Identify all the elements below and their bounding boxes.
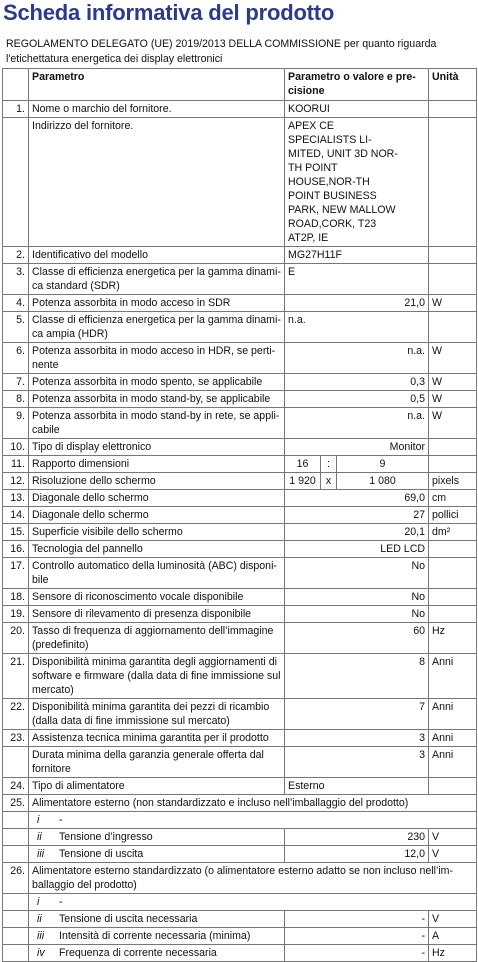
row-number: 24.	[3, 778, 29, 795]
row-param: Disponibilità minima garantita dei pezzi di ricambio (dalla data di fine immissione sul mercato)	[29, 699, 285, 730]
row-unit	[429, 541, 477, 558]
row-value: 8	[285, 654, 429, 699]
row-param: Controllo automatico della luminosità (ABC) disponi-bile	[29, 558, 285, 589]
row-param: Superficie visibile dello schermo	[29, 524, 285, 541]
sub-row	[3, 894, 477, 911]
sub-row-cell	[29, 829, 285, 846]
row-param: Tipo di display elettronico	[29, 439, 285, 456]
row-param: Classe di efficienza energetica per la gamma dinami-ca standard (SDR)	[29, 264, 285, 295]
row-number: 18.	[3, 589, 29, 606]
row-unit: cm	[429, 490, 477, 507]
sub-row-cell	[29, 911, 285, 928]
row-unit	[429, 312, 477, 343]
sub-param: Tensione di uscita	[59, 848, 144, 860]
table-row	[3, 374, 477, 391]
row-value: No	[285, 589, 429, 606]
sub-index: i	[37, 814, 40, 826]
row-number: 11.	[3, 456, 29, 473]
table-row	[3, 391, 477, 408]
row-unit: dm²	[429, 524, 477, 541]
table-row	[3, 312, 477, 343]
row-value: 69,0	[285, 490, 429, 507]
row-param: Disponibilità minima garantita degli aggiornamenti di software e firmware (dalla data di fine immissione sul mercato)	[29, 654, 285, 699]
table-row	[3, 747, 477, 778]
sub-row-cell	[29, 846, 285, 863]
row-param: Potenza assorbita in modo stand-by, se applicabile	[29, 391, 285, 408]
resolution-height: 1 080	[337, 473, 429, 490]
row-param: Tipo di alimentatore	[29, 778, 285, 795]
row-number: 23.	[3, 730, 29, 747]
sub-index: i	[37, 896, 40, 908]
row-param: Sensore di rilevamento di presenza disponibile	[29, 606, 285, 623]
table-row	[3, 490, 477, 507]
row-param-wide: Alimentatore esterno (non standardizzato e incluso nell’imballaggio del prodotto)	[29, 795, 477, 812]
row-value: 0,3	[285, 374, 429, 391]
row-value: 230	[285, 829, 429, 846]
row-param: Durata minima della garanzia generale offerta dal fornitore	[29, 747, 285, 778]
row-param: Identificativo del modello	[29, 247, 285, 264]
row-number: 2.	[3, 247, 29, 264]
table-row	[3, 456, 477, 473]
table-row	[3, 101, 477, 118]
row-param: Indirizzo del fornitore.	[29, 118, 285, 247]
row-value: 3	[285, 747, 429, 778]
row-param: Potenza assorbita in modo acceso in SDR	[29, 295, 285, 312]
regulation-intro: REGOLAMENTO DELEGATO (UE) 2019/2013 DELLA COMMISSIONE per quanto riguarda l'etichettatura energetica dei display elettronici	[6, 38, 437, 65]
row-param: Classe di efficienza energetica per la gamma dinami-ca ampia (HDR)	[29, 312, 285, 343]
row-param: Potenza assorbita in modo spento, se applicabile	[29, 374, 285, 391]
row-param: Risoluzione dello schermo	[29, 473, 285, 490]
table-row	[3, 795, 477, 812]
table-row	[3, 118, 477, 247]
row-unit: Anni	[429, 747, 477, 778]
row-unit: W	[429, 408, 477, 439]
table-row	[3, 699, 477, 730]
row-number: 12.	[3, 473, 29, 490]
table-row	[3, 541, 477, 558]
row-param: Nome o marchio del fornitore.	[29, 101, 285, 118]
row-param: Rapporto dimensioni	[29, 456, 285, 473]
sub-row	[3, 928, 477, 945]
table-row	[3, 439, 477, 456]
row-value: MG27H11F	[285, 247, 429, 264]
row-value: 21,0	[285, 295, 429, 312]
row-param-wide: Alimentatore esterno standardizzato (o alimentatore esterno adatto se non incluso nell’im-ballaggio del prodotto)	[29, 863, 477, 894]
sub-index: ii	[37, 831, 42, 843]
table-row	[3, 408, 477, 439]
row-value: No	[285, 558, 429, 589]
row-value: -	[285, 911, 429, 928]
row-value: 3	[285, 730, 429, 747]
row-number: 22.	[3, 699, 29, 730]
table-header-row	[3, 69, 477, 101]
sub-row	[3, 812, 477, 829]
sub-param: -	[59, 896, 63, 908]
row-number: 1.	[3, 101, 29, 118]
sub-index: iii	[37, 848, 45, 860]
row-number: 26.	[3, 863, 29, 894]
sub-index: iii	[37, 930, 45, 942]
row-value: APEX CE SPECIALISTS LI-MITED, UNIT 3D NOR-TH POINT HOUSE,NOR-TH POINT BUSINESS PARK, NEW MALLOW ROAD,CORK, T23 AT2P, IE	[285, 118, 429, 247]
sub-param: -	[59, 814, 63, 826]
table-row	[3, 524, 477, 541]
row-unit: W	[429, 343, 477, 374]
row-number	[3, 118, 29, 247]
row-param: Sensore di riconoscimento vocale disponibile	[29, 589, 285, 606]
sub-row-cell	[29, 812, 477, 829]
row-unit: Hz	[429, 945, 477, 962]
row-unit	[429, 606, 477, 623]
row-number: 13.	[3, 490, 29, 507]
row-number: 5.	[3, 312, 29, 343]
row-number: 10.	[3, 439, 29, 456]
row-value: -	[285, 928, 429, 945]
row-param: Assistenza tecnica minima garantita per il prodotto	[29, 730, 285, 747]
sub-row	[3, 911, 477, 928]
row-unit: V	[429, 829, 477, 846]
row-value: No	[285, 606, 429, 623]
sub-param: Frequenza di corrente necessaria	[59, 947, 217, 959]
page-title: Scheda informativa del prodotto	[3, 0, 335, 25]
row-unit	[429, 558, 477, 589]
table-row	[3, 606, 477, 623]
row-value: 20,1	[285, 524, 429, 541]
row-value: n.a.	[285, 312, 429, 343]
row-number: 8.	[3, 391, 29, 408]
row-param: Potenza assorbita in modo stand-by in rete, se appli-cabile	[29, 408, 285, 439]
table-row	[3, 343, 477, 374]
row-unit: Anni	[429, 699, 477, 730]
row-unit: Hz	[429, 623, 477, 654]
row-value: E	[285, 264, 429, 295]
sub-row-cell	[29, 894, 477, 911]
table-row	[3, 730, 477, 747]
row-unit	[429, 456, 477, 473]
row-number: 21.	[3, 654, 29, 699]
row-unit	[429, 264, 477, 295]
row-number: 15.	[3, 524, 29, 541]
row-value: 60	[285, 623, 429, 654]
row-number: 17.	[3, 558, 29, 589]
header-parametro: Parametro	[29, 69, 285, 101]
row-value: Monitor	[285, 439, 429, 456]
row-param: Tecnologia del pannello	[29, 541, 285, 558]
sub-param: Tensione d’ingresso	[59, 831, 153, 843]
row-value: -	[285, 945, 429, 962]
product-info-table	[2, 68, 477, 962]
row-unit: V	[429, 911, 477, 928]
resolution-width: 1 920	[285, 473, 321, 490]
row-unit	[429, 247, 477, 264]
sub-row	[3, 945, 477, 962]
table-row	[3, 778, 477, 795]
row-unit	[429, 101, 477, 118]
table-row	[3, 473, 477, 490]
table-row	[3, 247, 477, 264]
table-row	[3, 863, 477, 894]
row-unit	[429, 439, 477, 456]
sub-index: iv	[37, 947, 45, 959]
row-unit	[429, 118, 477, 247]
sub-row-cell	[29, 945, 285, 962]
header-valore: Parametro o valore e pre-cisione	[285, 69, 429, 101]
row-number: 25.	[3, 795, 29, 812]
row-unit: A	[429, 928, 477, 945]
row-unit: pollici	[429, 507, 477, 524]
row-number	[3, 747, 29, 778]
row-number: 4.	[3, 295, 29, 312]
row-value: n.a.	[285, 343, 429, 374]
row-number: 16.	[3, 541, 29, 558]
sub-param: Intensità di corrente necessaria (minima)	[59, 930, 251, 942]
row-number: 20.	[3, 623, 29, 654]
sub-row	[3, 829, 477, 846]
row-unit	[429, 778, 477, 795]
table-row	[3, 589, 477, 606]
ratio-height: 9	[337, 456, 429, 473]
table-row	[3, 507, 477, 524]
ratio-separator: :	[321, 456, 337, 473]
row-number: 19.	[3, 606, 29, 623]
sub-row-cell	[29, 928, 285, 945]
row-value: 12,0	[285, 846, 429, 863]
resolution-separator: x	[321, 473, 337, 490]
row-value: KOORUI	[285, 101, 429, 118]
row-param: Diagonale dello schermo	[29, 490, 285, 507]
row-value: LED LCD	[285, 541, 429, 558]
row-unit	[429, 589, 477, 606]
row-number: 6.	[3, 343, 29, 374]
row-param: Diagonale dello schermo	[29, 507, 285, 524]
sub-row	[3, 846, 477, 863]
table-row	[3, 295, 477, 312]
table-row	[3, 558, 477, 589]
row-value: 27	[285, 507, 429, 524]
table-row	[3, 264, 477, 295]
row-number: 3.	[3, 264, 29, 295]
row-value: 0,5	[285, 391, 429, 408]
table-row	[3, 654, 477, 699]
row-unit: Anni	[429, 730, 477, 747]
table-row	[3, 623, 477, 654]
row-param: Tasso di frequenza di aggiornamento dell’immagine (predefinito)	[29, 623, 285, 654]
row-unit: pixels	[429, 473, 477, 490]
row-unit: V	[429, 846, 477, 863]
row-unit: W	[429, 374, 477, 391]
row-unit: W	[429, 295, 477, 312]
row-number: 14.	[3, 507, 29, 524]
row-value: n.a.	[285, 408, 429, 439]
row-number: 7.	[3, 374, 29, 391]
row-param: Potenza assorbita in modo acceso in HDR, se perti-nente	[29, 343, 285, 374]
row-unit: Anni	[429, 654, 477, 699]
row-value: Esterno	[285, 778, 429, 795]
row-number: 9.	[3, 408, 29, 439]
ratio-width: 16	[285, 456, 321, 473]
header-unita: Unità	[429, 69, 477, 101]
sub-param: Tensione di uscita necessaria	[59, 913, 198, 925]
row-unit: W	[429, 391, 477, 408]
sub-index: ii	[37, 913, 42, 925]
row-value: 7	[285, 699, 429, 730]
